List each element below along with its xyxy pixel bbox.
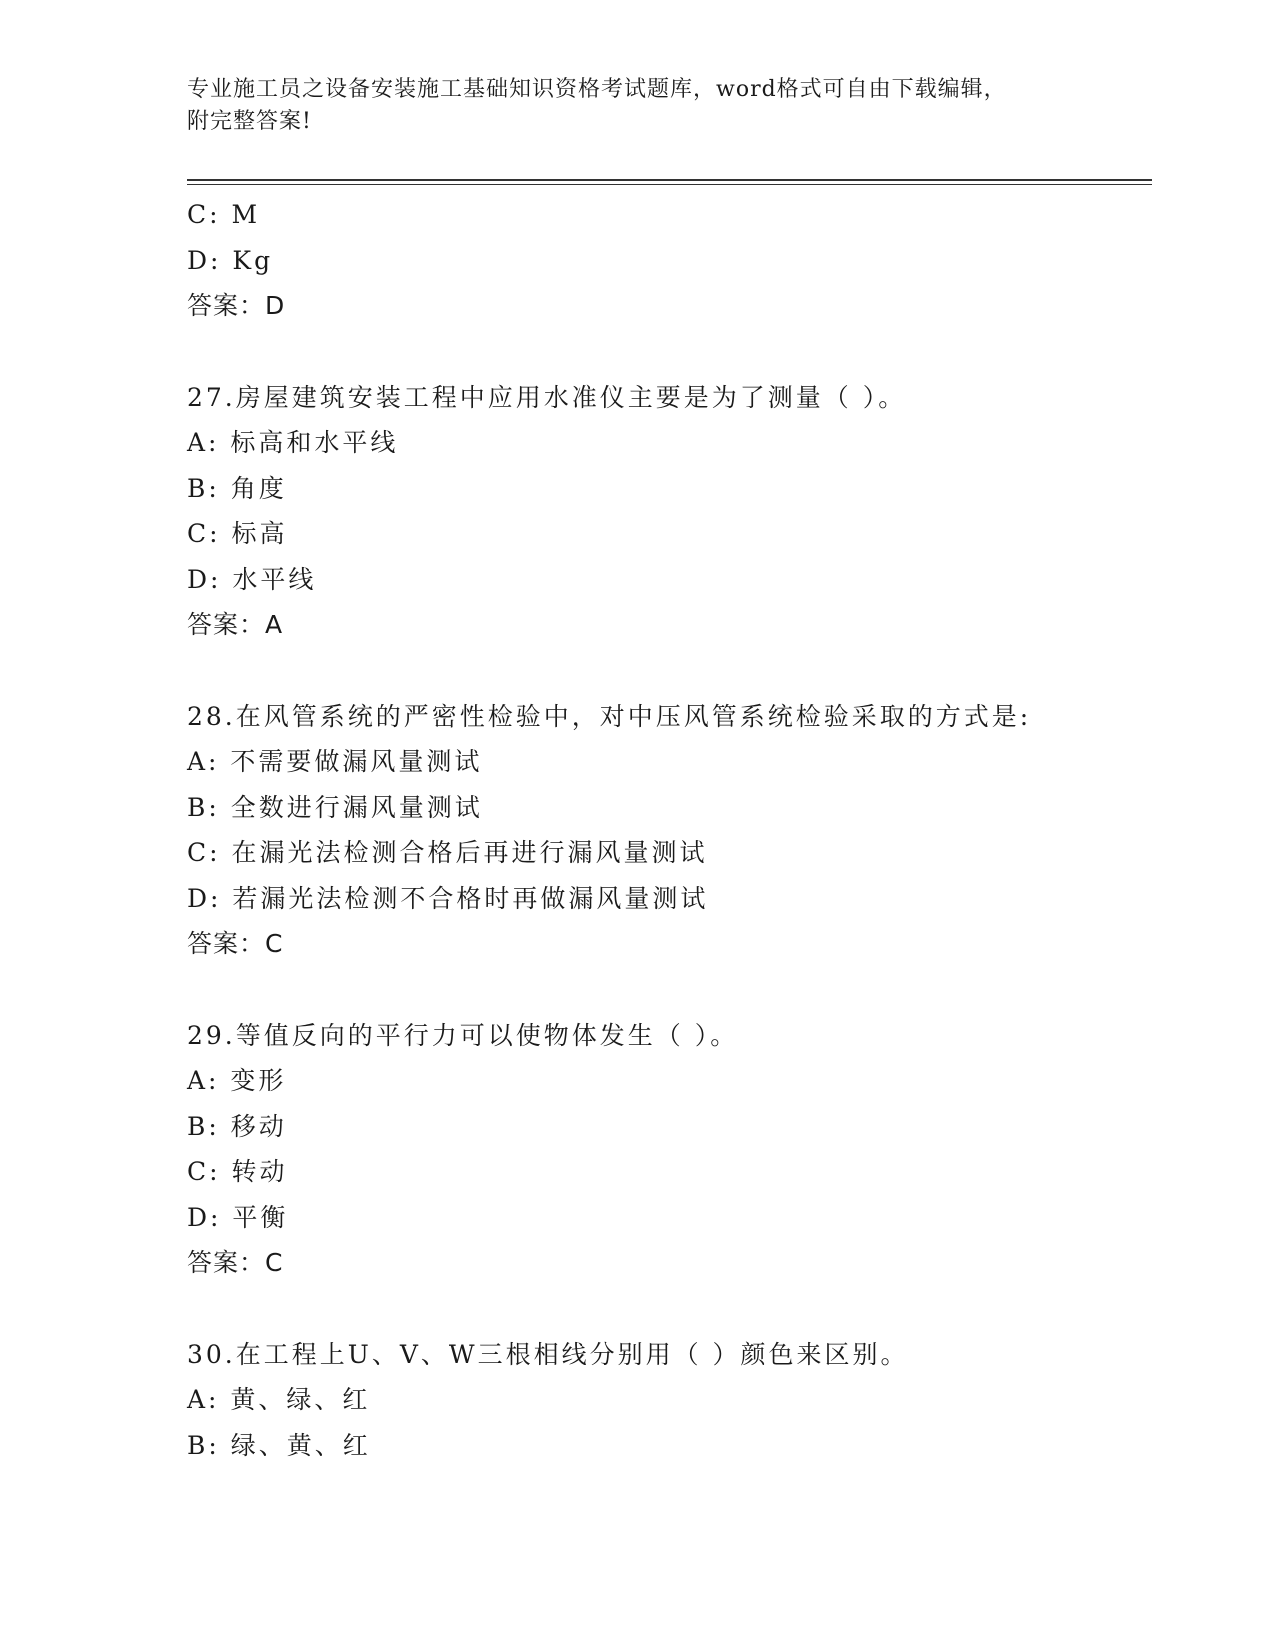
option-c: C: 在漏光法检测合格后再进行漏风量测试 [187, 838, 708, 867]
header-divider [187, 179, 1152, 185]
answer-line: 答案：D [187, 291, 286, 320]
question-stem: 27.房屋建筑安装工程中应用水准仪主要是为了测量（ ）。 [187, 382, 907, 412]
question-stem: 28.在风管系统的严密性检验中，对中压风管系统检验采取的方式是: [187, 701, 1032, 731]
question-stem: 30.在工程上U、V、W三根相线分别用（ ）颜色来区别。 [187, 1339, 909, 1369]
question-27 [187, 375, 1152, 648]
option-c: C: 标高 [187, 519, 288, 548]
answer-line: 答案：C [187, 1248, 284, 1277]
option-d: D: Kg [187, 245, 274, 275]
option-c: C: 转动 [187, 1157, 288, 1186]
question-29 [187, 1013, 1152, 1286]
option-b: B: 绿、黄、红 [187, 1430, 371, 1460]
question-28 [187, 694, 1152, 967]
answer-line: 答案：A [187, 610, 284, 639]
spacer [187, 1286, 1152, 1332]
option-b: B: 角度 [187, 473, 287, 503]
option-a: A: 标高和水平线 [187, 428, 399, 457]
spacer [187, 648, 1152, 694]
option-c: C: M [187, 200, 261, 229]
header-title-line-1: 专业施工员之设备安装施工基础知识资格考试题库，word格式可自由下载编辑， [187, 77, 1007, 102]
question-26-continuation [187, 192, 1152, 329]
question-list [187, 192, 1152, 1468]
question-30 [187, 1332, 1152, 1469]
option-d: D: 平衡 [187, 1202, 289, 1232]
page-header [187, 74, 1087, 138]
option-a: A: 黄、绿、红 [187, 1385, 371, 1414]
spacer [187, 329, 1152, 375]
option-d: D: 若漏光法检测不合格时再做漏风量测试 [187, 883, 709, 913]
answer-line: 答案：C [187, 929, 284, 958]
option-b: B: 全数进行漏风量测试 [187, 792, 483, 822]
spacer [187, 967, 1152, 1013]
option-b: B: 移动 [187, 1111, 287, 1141]
option-a: A: 不需要做漏风量测试 [187, 747, 483, 776]
option-d: D: 水平线 [187, 564, 317, 594]
header-title-line-2: 附完整答案! [187, 109, 312, 134]
option-a: A: 变形 [187, 1066, 287, 1095]
question-stem: 29.等值反向的平行力可以使物体发生（ ）。 [187, 1020, 739, 1050]
